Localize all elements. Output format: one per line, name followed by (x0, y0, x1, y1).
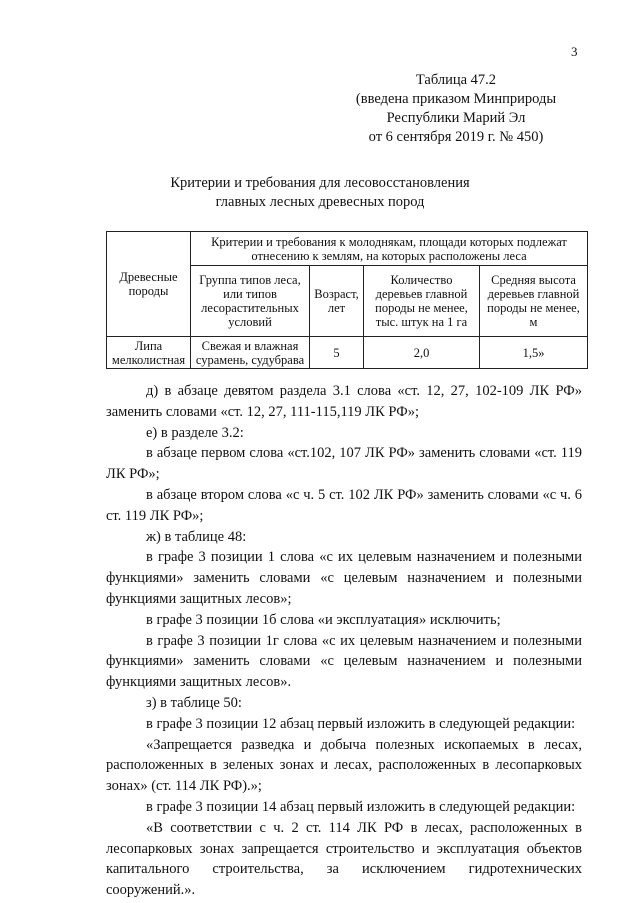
header-cell-height: Средняя высота деревьев главной породы не менее, м (480, 266, 588, 337)
header-cell-species: Древесные породы (107, 232, 191, 337)
paragraph: е) в разделе 3.2: (146, 424, 244, 441)
table-caption (336, 71, 576, 147)
header-cell-group: Критерии и требования к молоднякам, площади которых подлежат отнесению к землям, на которых расположены леса (191, 232, 588, 266)
cell-forest-type: Свежая и влажная сурамень, судубрава (191, 337, 310, 369)
document-title-line: главных лесных древесных пород (215, 194, 425, 210)
header-cell-forest-type: Группа типов леса, или типов лесорастительных условий (191, 266, 310, 337)
paragraph: в абзаце втором слова «с ч. 5 ст. 102 ЛК РФ» заменить словами «с ч. 6 ст. 119 ЛК РФ»; (106, 486, 582, 524)
table-caption-line: Таблица 47.2 (415, 72, 497, 88)
paragraph: в графе 3 позиции 1б слова «и эксплуатация» исключить; (146, 611, 501, 628)
body-text (106, 381, 582, 901)
header-cell-count: Количество деревьев главной породы не менее, тыс. штук на 1 га (364, 266, 480, 337)
paragraph: «Запрещается разведка и добыча полезных ископаемых в лесах, расположенных в зеленых зонах и лесах, расположенных в лесопарковых зонах» (ст. 114 ЛК РФ).»; (106, 736, 582, 795)
cell-count: 2,0 (364, 337, 480, 369)
document-title-line: Критерии и требования для лесовосстановления (170, 175, 470, 191)
paragraph: в графе 3 позиции 1г слова «с их целевым назначением и полезными функциями» заменить словами «с целевым назначением и полезными функциями защитных лесов». (106, 632, 582, 691)
cell-age: 5 (310, 337, 364, 369)
table-caption-line: от 6 сентября 2019 г. № 450) (368, 129, 544, 145)
page-number: 3 (571, 44, 578, 59)
document-title (0, 174, 640, 212)
paragraph: з) в таблице 50: (146, 694, 242, 711)
paragraph: в графе 3 позиции 14 абзац первый изложить в следующей редакции: (146, 798, 576, 815)
paragraph: в графе 3 позиции 12 абзац первый изложить в следующей редакции: (146, 715, 576, 732)
paragraph: «В соответствии с ч. 2 ст. 114 ЛК РФ в лесах, расположенных в лесопарковых зонах запрещается строительство и эксплуатация объектов капитального строительства, за исключением гидротехнических сооружений.». (106, 819, 582, 899)
table-header-row (107, 232, 588, 266)
table-caption-line: Республики Марий Эл (386, 110, 526, 126)
table-caption-line: (введена приказом Минприроды (355, 91, 557, 107)
paragraph: ж) в таблице 48: (146, 528, 247, 545)
criteria-table (106, 231, 588, 369)
table-row (107, 337, 588, 369)
paragraph: д) в абзаце девятом раздела 3.1 слова «ст. 12, 27, 102-109 ЛК РФ» заменить словами «ст. 12, 27, 111-115,119 ЛК РФ»; (106, 383, 582, 420)
cell-height: 1,5» (480, 337, 588, 369)
paragraph: в абзаце первом слова «ст.102, 107 ЛК РФ» заменить словами «ст. 119 ЛК РФ»; (106, 445, 582, 483)
cell-species: Липа мелколистная (107, 337, 191, 369)
paragraph: в графе 3 позиции 1 слова «с их целевым назначением и полезными функциями» заменить словами «с целевым назначением и полезными функциями защитных лесов»; (106, 549, 582, 607)
header-cell-age: Возраст, лет (310, 266, 364, 337)
